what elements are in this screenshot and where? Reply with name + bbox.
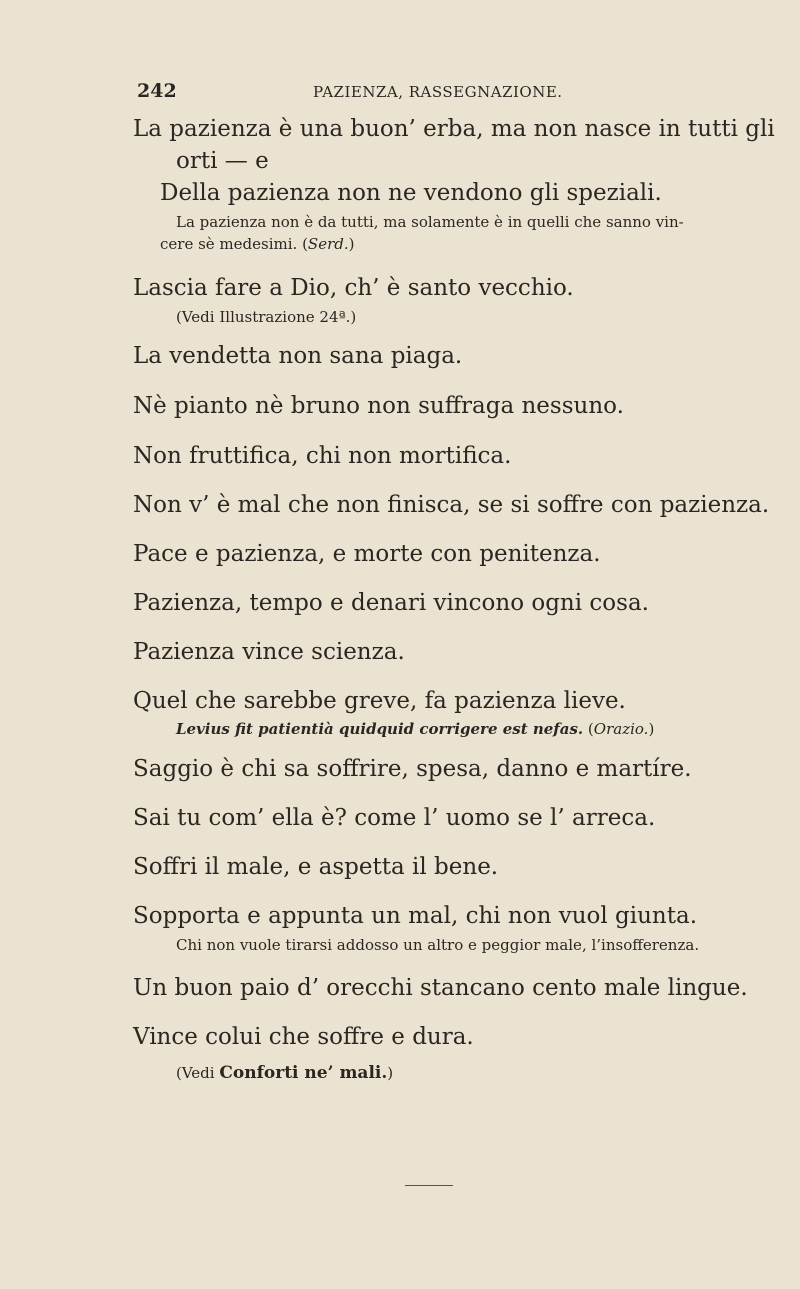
page-header	[137, 80, 737, 106]
cross-reference: (Vedi Illustrazione 24ª.)	[176, 308, 357, 326]
proverb-line: Saggio è chi sa soffrire, spesa, danno e martíre.	[133, 756, 692, 782]
proverb-line: Non v’ è mal che non finisca, se si soffre con pazienza.	[133, 492, 770, 518]
proverb-line: Quel che sarebbe greve, fa pazienza lieve.	[133, 688, 626, 714]
proverb-line: Della pazienza non ne vendono gli speziali.	[160, 180, 662, 206]
latin-quote: Levius fit patientià quidquid corrigere est nefas. (Orazio.)	[176, 720, 655, 738]
proverb-line: Non fruttifica, chi non mortifica.	[133, 443, 512, 469]
proverb-line: Sopporta e appunta un mal, chi non vuol giunta.	[133, 903, 698, 929]
cross-reference: (Vedi Conforti ne’ mali.)	[176, 1063, 394, 1083]
proverb-line: Sai tu com’ ella è? come l’ uomo se l’ arreca.	[133, 805, 656, 831]
proverb-line: Un buon paio d’ orecchi stancano cento male lingue.	[133, 975, 748, 1001]
note-line: cere sè medesimi. (Serd.)	[160, 235, 355, 253]
proverb-line: La vendetta non sana piaga.	[133, 343, 463, 369]
note-line: La pazienza non è da tutti, ma solamente è in quelli che sanno vin-	[176, 213, 684, 231]
proverb-line: Vince colui che soffre e dura.	[133, 1024, 474, 1050]
note-line: Chi non vuole tirarsi addosso un altro e peggior male, l’insofferenza.	[176, 936, 700, 954]
proverb-line: Pazienza, tempo e denari vincono ogni cosa.	[133, 590, 649, 616]
page-number: 242	[137, 80, 177, 102]
proverb-line: Soffri il male, e aspetta il bene.	[133, 854, 499, 880]
author-citation: Orazio.	[593, 720, 649, 738]
proverb-line: orti — e	[176, 148, 269, 174]
author-citation: Serd.	[307, 235, 349, 253]
proverb-line: La pazienza è una buon’ erba, ma non nasce in tutti gli	[133, 116, 775, 142]
proverb-line: Pazienza vince scienza.	[133, 639, 405, 665]
proverb-line: Nè pianto nè bruno non suffraga nessuno.	[133, 393, 624, 419]
reference-title: Conforti ne’ mali.	[219, 1063, 388, 1083]
proverb-line: Lascia fare a Dio, ch’ è santo vecchio.	[133, 275, 574, 301]
running-head: PAZIENZA, RASSEGNAZIONE.	[313, 83, 563, 101]
proverb-line: Pace e pazienza, e morte con penitenza.	[133, 541, 601, 567]
end-rule	[405, 1185, 453, 1186]
